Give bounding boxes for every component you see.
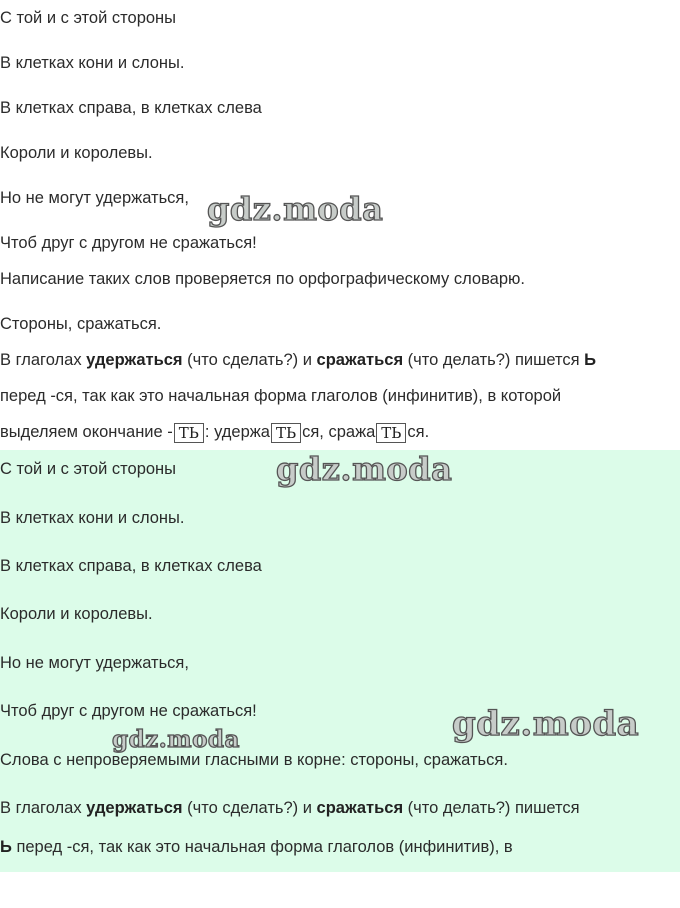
- explanation-text: (что сделать?) и: [182, 351, 317, 369]
- explanation-line-2-alt: [0, 836, 513, 858]
- explanation-text: (что сделать?) и: [182, 799, 317, 817]
- explanation-line-1-alt: [0, 797, 580, 819]
- poem-line-1: С той и с этой стороны: [0, 9, 177, 27]
- ending-box-1: ТЬ: [174, 423, 204, 443]
- bold-word-srazhatsya: сражаться: [316, 799, 404, 817]
- watermark-logo: gdz.moda: [276, 450, 453, 488]
- ending-box-3: ТЬ: [376, 423, 406, 443]
- poem-line-3-alt: В клетках справа, в клетках слева: [0, 557, 262, 575]
- explanation-text: выделяем окончание -: [0, 423, 173, 441]
- poem-line-5: Но не могут удержаться,: [0, 189, 189, 207]
- bold-soft-sign: Ь: [0, 838, 12, 856]
- explanation-text: В глаголах: [0, 351, 87, 369]
- poem-line-2-alt: В клетках кони и слоны.: [0, 509, 185, 527]
- poem-line-4-alt: Короли и королевы.: [0, 605, 153, 623]
- rule-text-alt: Слова с непроверяемыми гласными в корне: стороны, сражаться.: [0, 751, 508, 769]
- poem-line-6-alt: Чтоб друг с другом не сражаться!: [0, 702, 257, 720]
- explanation-line-1: [0, 349, 596, 371]
- explanation-text: (что делать?) пишется: [403, 351, 585, 369]
- poem-line-4: Короли и королевы.: [0, 144, 153, 162]
- watermark-logo: gdz.moda: [452, 704, 640, 744]
- explanation-line-3: [0, 421, 429, 443]
- watermark-logo: gdz.moda: [207, 190, 384, 228]
- explanation-text: ся.: [407, 423, 430, 441]
- poem-line-2: В клетках кони и слоны.: [0, 54, 185, 72]
- explanation-text: : удержа: [204, 423, 270, 441]
- explanation-text: ся, сража: [302, 423, 376, 441]
- explanation-text: В глаголах: [0, 799, 87, 817]
- poem-line-6: Чтоб друг с другом не сражаться!: [0, 234, 257, 252]
- watermark-logo: gdz.moda: [112, 726, 240, 753]
- explanation-text: (что делать?) пишется: [403, 799, 580, 817]
- words-text: Стороны, сражаться.: [0, 315, 162, 333]
- bold-soft-sign: Ь: [584, 351, 597, 369]
- bold-word-srazhatsya: сражаться: [316, 351, 404, 369]
- poem-line-5-alt: Но не могут удержаться,: [0, 654, 189, 672]
- rule-text: Написание таких слов проверяется по орфографическому словарю.: [0, 270, 525, 288]
- explanation-text: перед -ся, так как это начальная форма глаголов (инфинитив), в: [11, 838, 513, 856]
- explanation-line-2: перед -ся, так как это начальная форма глаголов (инфинитив), в которой: [0, 387, 562, 405]
- bold-word-uderzhatsya: удержаться: [86, 351, 183, 369]
- poem-line-3: В клетках справа, в клетках слева: [0, 99, 262, 117]
- bold-word-uderzhatsya: удержаться: [86, 799, 183, 817]
- poem-line-1-alt: С той и с этой стороны: [0, 460, 177, 478]
- ending-box-2: ТЬ: [271, 423, 301, 443]
